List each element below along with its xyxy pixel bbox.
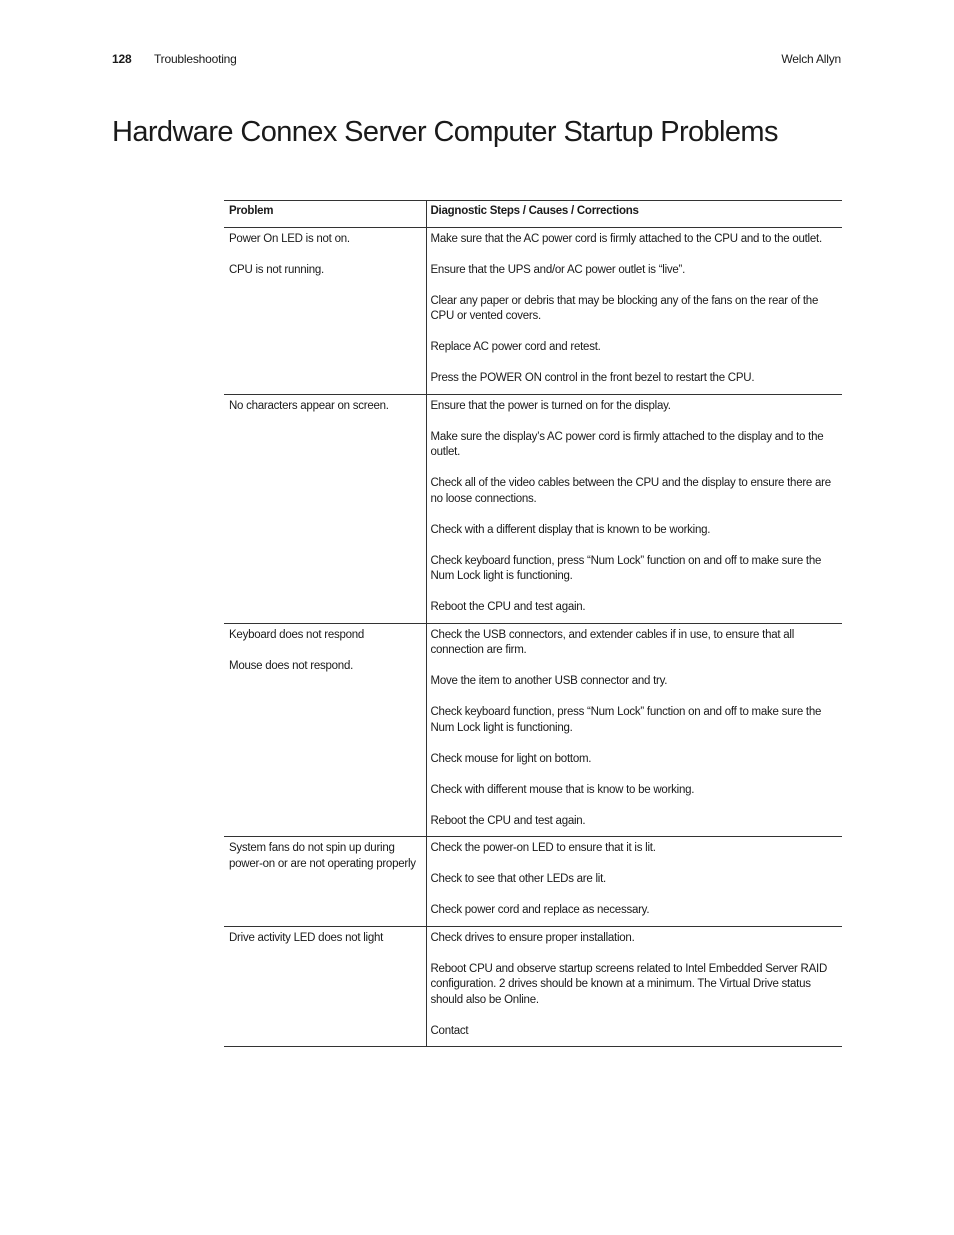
problem-cell — [224, 227, 426, 394]
diagnostic-cell — [426, 926, 842, 1047]
diagnostic-step: Reboot the CPU and test again. — [430, 601, 586, 613]
diagnostic-step: Check power cord and replace as necessary. — [430, 904, 650, 916]
diagnostic-step: Check drives to ensure proper installation. — [430, 931, 635, 944]
diagnostic-step: Check the power-on LED to ensure that it is lit. — [430, 842, 656, 854]
diagnostic-step: Check all of the video cables between the CPU and the display to ensure there are no loose connections. — [430, 477, 831, 505]
page-header — [112, 52, 841, 70]
problem-text: Mouse does not respond. — [229, 659, 354, 672]
diagnostic-step: Ensure that the power is turned on for the display. — [430, 399, 671, 412]
problem-text: System fans do not spin up during power-on or are not operating properly — [229, 842, 416, 870]
table-row — [224, 227, 842, 394]
page-number: 128 — [112, 52, 132, 66]
problem-cell — [224, 926, 426, 1047]
diagnostic-step: Make sure that the AC power cord is firmly attached to the CPU and to the outlet. — [430, 232, 822, 245]
table-row — [224, 394, 842, 623]
diagnostic-cell — [426, 227, 842, 394]
diagnostic-step: Move the item to another USB connector and try. — [430, 675, 668, 687]
problem-text: No characters appear on screen. — [229, 399, 389, 412]
column-header-problem: Problem — [224, 201, 426, 228]
diagnostic-cell — [426, 394, 842, 623]
diagnostic-step: Contact — [430, 1024, 469, 1037]
problem-cell — [224, 623, 426, 837]
diagnostic-step: Press the POWER ON control in the front bezel to restart the CPU. — [430, 372, 755, 384]
problem-cell — [224, 837, 426, 927]
problem-text: Keyboard does not respond — [229, 628, 365, 641]
problem-text: CPU is not running. — [229, 263, 324, 276]
brand-name: Welch Allyn — [781, 52, 841, 66]
problem-cell — [224, 394, 426, 623]
problem-text: Power On LED is not on. — [229, 232, 350, 245]
diagnostic-step: Check with different mouse that is know to be working. — [430, 783, 695, 796]
problem-text: Drive activity LED does not light — [229, 931, 384, 944]
diagnostic-step: Make sure the display’s AC power cord is firmly attached to the display and to the outlet. — [430, 430, 824, 458]
diagnostic-step: Check keyboard function, press “Num Lock” function on and off to make sure the Num Lock light is functioning. — [430, 554, 822, 582]
column-header-diagnostics: Diagnostic Steps / Causes / Corrections — [426, 201, 842, 228]
diagnostic-step: Check mouse for light on bottom. — [430, 752, 592, 765]
diagnostic-step: Reboot the CPU and test again. — [430, 814, 586, 827]
diagnostic-step: Check the USB connectors, and extender cables if in use, to ensure that all connection are firm. — [430, 628, 795, 656]
table-row — [224, 623, 842, 837]
table-header-row — [224, 201, 842, 228]
troubleshooting-table — [224, 200, 842, 1047]
diagnostic-step: Replace AC power cord and retest. — [430, 341, 601, 353]
diagnostic-step: Ensure that the UPS and/or AC power outlet is “live”. — [430, 263, 686, 276]
page-title: Hardware Connex Server Computer Startup Problems — [112, 116, 778, 148]
diagnostic-cell — [426, 623, 842, 837]
diagnostic-step: Check to see that other LEDs are lit. — [430, 873, 606, 885]
diagnostic-step: Check keyboard function, press “Num Lock” function on and off to make sure the Num Lock light is functioning. — [430, 706, 822, 734]
table-row — [224, 837, 842, 927]
diagnostic-step: Reboot CPU and observe startup screens related to Intel Embedded Server RAID configuration. 2 drives should be known at a minimum. The Virtual Drive status should also be Online. — [430, 962, 827, 1006]
section-name: Troubleshooting — [154, 52, 237, 66]
table-row — [224, 926, 842, 1047]
diagnostic-step: Check with a different display that is known to be working. — [430, 523, 711, 536]
diagnostic-cell — [426, 837, 842, 927]
diagnostic-step: Clear any paper or debris that may be blocking any of the fans on the rear of the CPU or vented covers. — [430, 294, 819, 322]
